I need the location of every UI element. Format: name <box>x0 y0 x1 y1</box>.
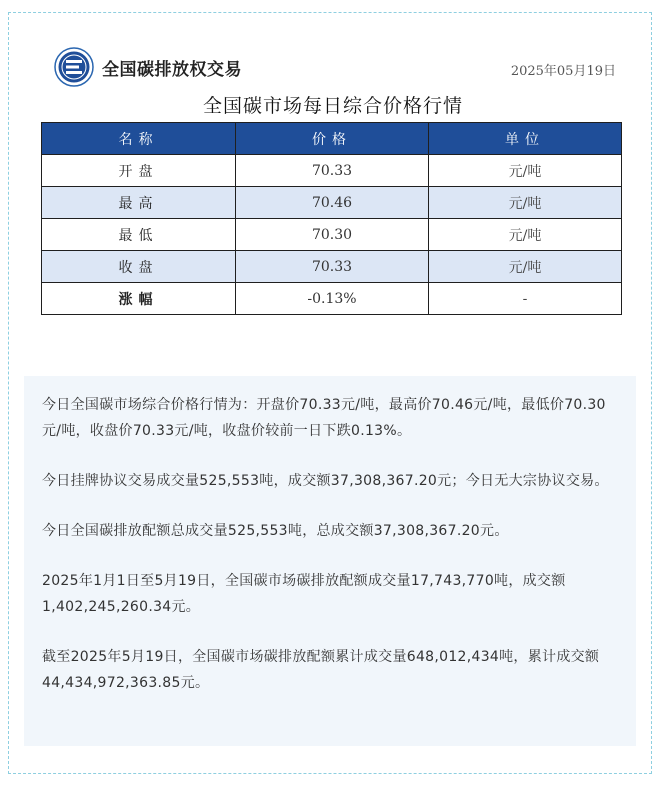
column-header-unit: 单位 <box>429 123 622 155</box>
row-price: -0.13% <box>236 283 429 315</box>
summary-paragraph-total-trade: 今日全国碳排放配额总成交量525,553吨，总成交额37,308,367.20元。 <box>42 523 509 539</box>
row-price: 70.33 <box>236 155 429 187</box>
price-table <box>41 122 622 315</box>
summary-paragraph-ytd: 2025年1月1日至5月19日，全国碳市场碳排放配额成交量17,743,770吨，成交额1,402,245,260.34元。 <box>42 573 566 615</box>
header <box>54 47 242 87</box>
summary-paragraph-listed-trade: 今日挂牌协议交易成交量525,553吨，成交额37,308,367.20元；今日无大宗协议交易。 <box>42 473 609 489</box>
table-row-close <box>42 251 622 283</box>
org-name: 全国碳排放权交易 <box>102 59 242 80</box>
summary-paragraph-price: 今日全国碳市场综合价格行情为：开盘价70.33元/吨，最高价70.46元/吨，最低价70.30元/吨，收盘价70.33元/吨，收盘价较前一日下跌0.13%。 <box>42 397 606 439</box>
row-unit: 元/吨 <box>429 251 622 283</box>
row-name: 最高 <box>42 187 236 219</box>
exchange-logo-icon <box>54 47 94 87</box>
summary-panel <box>24 376 636 746</box>
row-name: 最低 <box>42 219 236 251</box>
row-name: 收盘 <box>42 251 236 283</box>
row-unit: 元/吨 <box>429 187 622 219</box>
row-unit: 元/吨 <box>429 219 622 251</box>
page-title: 全国碳市场每日综合价格行情 <box>202 95 463 117</box>
row-name: 开盘 <box>42 155 236 187</box>
row-price: 70.33 <box>236 251 429 283</box>
table-row-high <box>42 187 622 219</box>
row-unit: - <box>429 283 622 315</box>
summary-paragraph-cumulative: 截至2025年5月19日，全国碳市场碳排放配额累计成交量648,012,434吨，累计成交额44,434,972,363.85元。 <box>42 649 600 691</box>
table-row-low <box>42 219 622 251</box>
row-unit: 元/吨 <box>429 155 622 187</box>
row-price: 70.46 <box>236 187 429 219</box>
column-header-name: 名称 <box>42 123 236 155</box>
row-price: 70.30 <box>236 219 429 251</box>
report-date: 2025年05月19日 <box>510 64 616 79</box>
table-header-row <box>42 123 622 155</box>
table-row-open <box>42 155 622 187</box>
column-header-price: 价格 <box>236 123 429 155</box>
table-row-change <box>42 283 622 315</box>
row-name: 涨幅 <box>42 283 236 315</box>
